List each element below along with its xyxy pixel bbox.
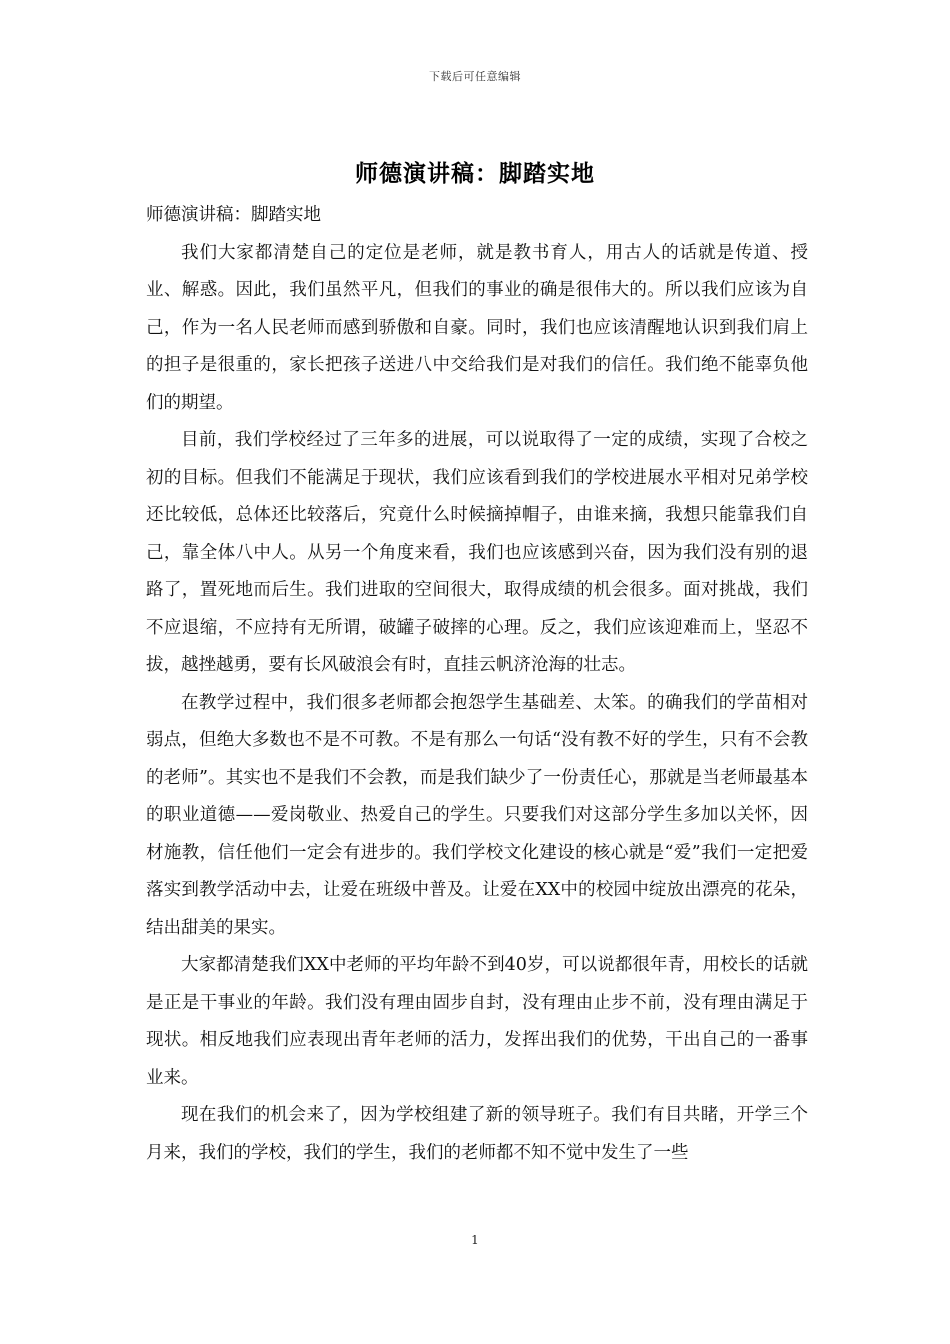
paragraph-2: 目前，我们学校经过了三年多的进展，可以说取得了一定的成绩，实现了合校之初的目标。但我们不能满足于现状，我们应该看到我们的学校进展水平相对兄弟学校还比较低，总体还比较落后，究竟什么时候摘掉帽子，由谁来摘，我想只能靠我们自己，靠全体八中人。从另一个角度来看，我们也应该感到兴奋，因为我们没有别的退路了，置死地而后生。我们进取的空间很大，取得成绩的机会很多。面对挑战，我们不应退缩，不应持有无所谓，破罐子破摔的心理。反之，我们应该迎难而上，坚忍不拔，越挫越勇，要有长风破浪会有时，直挂云帆济沧海的壮志。 bbox=[146, 430, 808, 675]
document-body bbox=[146, 197, 808, 1172]
paragraph-1: 我们大家都清楚自己的定位是老师，就是教书育人，用古人的话就是传道、授业、解惑。因此，我们虽然平凡，但我们的事业的确是很伟大的。所以我们应该为自己，作为一名人民老师而感到骄傲和自豪。同时，我们也应该清醒地认识到我们肩上的担子是很重的，家长把孩子送进八中交给我们是对我们的信任。我们绝不能辜负他们的期望。 bbox=[146, 242, 808, 413]
header-note: 下载后可任意编辑 bbox=[429, 70, 521, 83]
paragraph-5: 现在我们的机会来了，因为学校组建了新的领导班子。我们有目共睹，开学三个月来，我们的学校，我们的学生，我们的老师都不知不觉中发生了一些 bbox=[146, 1105, 808, 1163]
paragraph-3: 在教学过程中，我们很多老师都会抱怨学生基础差、太笨。的确我们的学苗相对弱点，但绝大多数也不是不可教。不是有那么一句话“没有教不好的学生，只有不会教的老师”。其实也不是我们不会教，而是我们缺少了一份责任心，那就是当老师最基本的职业道德——爱岗敬业、热爱自己的学生。只要我们对这部分学生多加以关怀，因材施教，信任他们一定会有进步的。我们学校文化建设的核心就是“爱”我们一定把爱落实到教学活动中去，让爱在班级中普及。让爱在XX中的校园中绽放出漂亮的花朵，结出甜美的果实。 bbox=[146, 692, 808, 938]
page-number: 1 bbox=[471, 1233, 479, 1247]
document-subtitle: 师德演讲稿：脚踏实地 bbox=[146, 205, 321, 225]
paragraph-4: 大家都清楚我们XX中老师的平均年龄不到40岁，可以说都很年青，用校长的话就是正是干事业的年龄。我们没有理由固步自封，没有理由止步不前，没有理由满足于现状。相反地我们应表现出青年老师的活力，发挥出我们的优势，干出自己的一番事业来。 bbox=[146, 955, 808, 1088]
document-title: 师德演讲稿：脚踏实地 bbox=[355, 161, 595, 187]
